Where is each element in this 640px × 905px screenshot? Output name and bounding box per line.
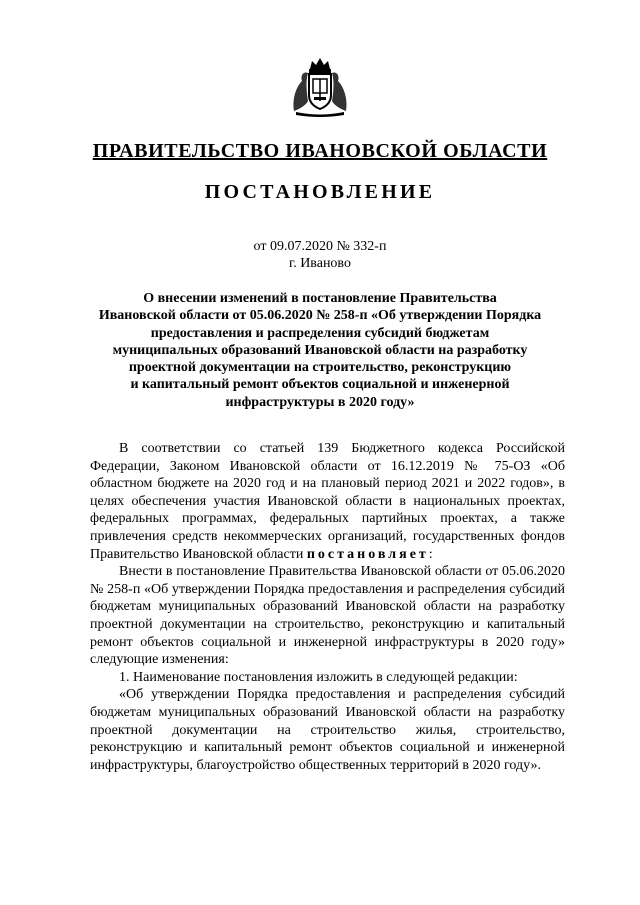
title-line: и капитальный ремонт объектов социальной и инженерной — [130, 377, 510, 393]
title-line: инфраструктуры в 2020 году» — [225, 394, 415, 410]
resolves-verb: постановляет — [306, 546, 429, 562]
date-number: от 09.07.2020 № 332-п — [253, 239, 387, 254]
coat-of-arms-icon — [290, 55, 350, 117]
preamble-colon: : — [428, 546, 433, 562]
government-name: ПРАВИТЕЛЬСТВО ИВАНОВСКОЙ ОБЛАСТИ — [92, 140, 548, 162]
paragraph-new-title: «Об утверждении Порядка предоставления и распределения субсидий бюджетам муниципальных образований Ивановской области на разработку проектной документации на строительство жилья, строительство, реконструкцию и капитальный ремонт объектов социальной и инженерной инфраструктуры, благоустройство общественных территорий в 2020 году». — [90, 687, 565, 773]
paragraph-item-1: 1. Наименование постановления изложить в следующей редакции: — [119, 669, 518, 685]
document-meta — [0, 238, 640, 272]
title-line: предоставления и распределения субсидий бюджетам — [150, 325, 490, 341]
paragraph-amendment: Внести в постановление Правительства Ивановской области от 05.06.2020 № 258-п «Об утверждении Порядка предоставления и распределения субсидий бюджетам муниципальных образований Ивановской области на разработку проектной документации на строительство, реконструкцию и капитальный ремонт объектов социальной и инженерной инфраструктуры в 2020 году» следующие изменения: — [90, 564, 565, 668]
title-line: проектной документации на строительство, реконструкцию — [128, 360, 512, 376]
title-line: муниципальных образований Ивановской области на разработку — [112, 342, 528, 358]
title-line: О внесении изменений в постановление Правительства — [143, 291, 497, 306]
document-body — [90, 440, 565, 774]
title-line: Ивановской области от 05.06.2020 № 258-п «Об утверждении Порядка — [98, 308, 542, 324]
paragraph-preamble — [90, 440, 565, 563]
preamble-text: В соответствии со статьей 139 Бюджетного кодекса Российской Федерации, Законом Ивановской области от 16.12.2019 № 75-ОЗ «Об областном бюджете на 2020 год и на плановый период 2021 и 2022 годов», в целях обеспечения участия Ивановской области в национальных проектах, федеральных программах, федеральных партийных проектах, а также привлечения средств некоммерческих организаций, государственных фондов Правительство Ивановской области — [90, 441, 565, 562]
document-type: ПОСТАНОВЛЕНИЕ — [204, 181, 436, 203]
document-title — [80, 290, 560, 411]
city: г. Иваново — [289, 256, 351, 271]
